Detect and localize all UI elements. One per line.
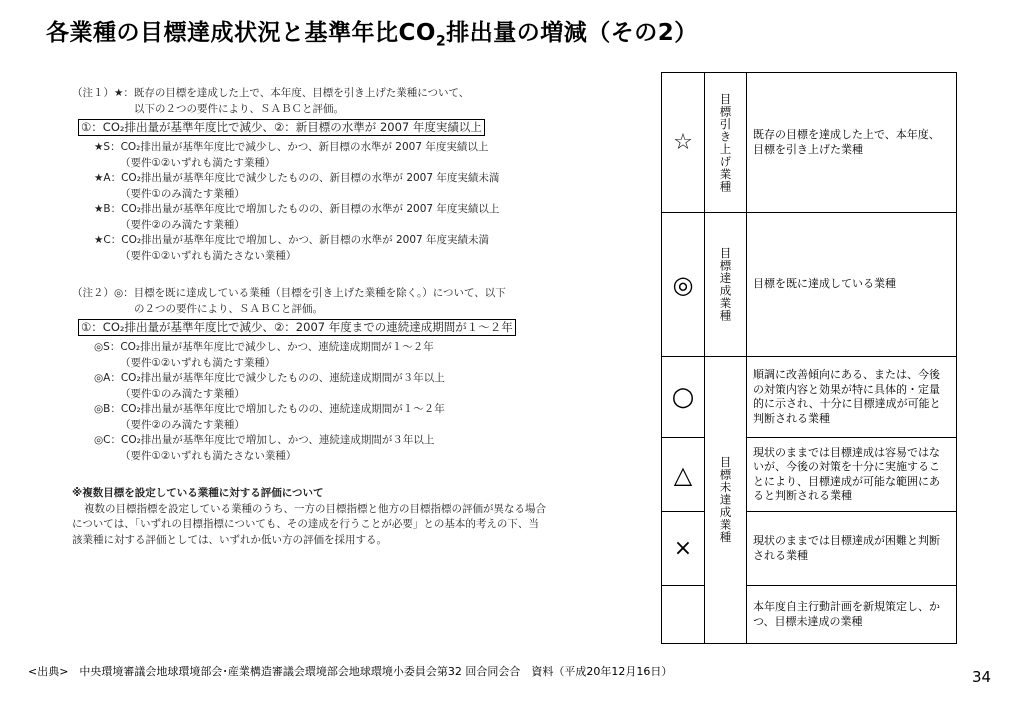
- page-number: 34: [972, 668, 992, 686]
- note2-item-s-req: （要件①②いずれも満たす業種）: [120, 356, 276, 369]
- desc-possible: 現状のままでは目標達成は容易ではないが、今後の対策を十分に実施することにより、目標達成が可能な範囲にあると判断される業種: [747, 438, 956, 512]
- multi-target-line2: については、「いずれの目標指標についても、その達成を行うことが必要」との基本的考えの下、当: [72, 518, 539, 530]
- note1-item-a-req: （要件①のみ満たす業種）: [120, 187, 245, 200]
- note1-item-a: ★A：CO₂排出量が基準年度比で減少したものの、新目標の水準が 2007 年度実績未満: [94, 172, 500, 184]
- desc-new-plan: 本年度自主行動計画を新規策定し、かつ、目標未達成の業種: [753, 600, 940, 628]
- desc-achieved: 目標を既に達成している業種: [747, 213, 956, 357]
- note2-item-b-req: （要件②のみ満たす業種）: [120, 418, 245, 431]
- note1-intro: （注１）★：既存の目標を達成した上で、本年度、目標を引き上げた業種について、: [72, 87, 470, 99]
- note2-requirements-box: ①：CO₂排出量が基準年度比で減少、②：2007 年度までの連続達成期間が１～２年: [78, 319, 516, 336]
- multi-target-line3: 該業種に対する評価としては、いずれか低い方の評価を採用する。: [72, 533, 387, 546]
- note2-intro-cont: の２つの要件により、ＳＡＢＣと評価。: [134, 302, 323, 315]
- cross-icon: ×: [662, 512, 704, 586]
- note2-item-c-req: （要件①②いずれも満たさない業種）: [120, 449, 297, 462]
- note1-requirements-box: ①：CO₂排出量が基準年度比で減少、②：新目標の水準が 2007 年度実績以上: [78, 119, 485, 136]
- note1-item-c-req: （要件①②いずれも満たさない業種）: [120, 249, 297, 262]
- category-raised-target: 目標引き上げ業種: [704, 73, 747, 213]
- note2-item-s: ◎S：CO₂排出量が基準年度比で減少し、かつ、連続達成期間が１～２年: [94, 341, 434, 353]
- category-not-achieved: 目標未達成業種: [704, 357, 747, 643]
- page-title: 各業種の目標達成状況と基準年比$CO_2$排出量の増減（その2）: [46, 20, 698, 50]
- note1-item-s: ★S：CO₂排出量が基準年度比で減少し、かつ、新目標の水準が 2007 年度実績以上: [94, 141, 489, 153]
- note2-item-b: ◎B：CO₂排出量が基準年度比で増加したものの、連続達成期間が１～２年: [94, 403, 445, 415]
- note2-intro: （注２）◎：目標を既に達成している業種（目標を引き上げた業種を除く。）について、以下: [72, 287, 506, 299]
- blank-symbol-cell: [662, 586, 704, 643]
- desc-on-track: 順調に改善傾向にある、または、今後の対策内容と効果が特に具体的・定量的に示され、十分に目標達成が可能と判断される業種: [747, 357, 956, 438]
- circle-icon: ○: [662, 357, 704, 438]
- legend-table: [661, 72, 957, 644]
- note2-item-a-req: （要件①のみ満たす業種）: [120, 387, 245, 400]
- note1-item-s-req: （要件①②いずれも満たす業種）: [120, 156, 276, 169]
- double-circle-icon: ◎: [662, 213, 704, 357]
- star-outline-icon: ☆: [662, 73, 704, 213]
- notes-panel: [72, 86, 592, 548]
- multi-target-line1: 複数の目標指標を設定している業種のうち、一方の目標指標と他方の目標指標の評価が異なる場合: [84, 502, 546, 515]
- desc-raised-target: 既存の目標を達成した上で、本年度、目標を引き上げた業種: [747, 73, 956, 213]
- note1-item-b-req: （要件②のみ満たす業種）: [120, 218, 245, 231]
- note1-intro-cont: 以下の２つの要件により、ＳＡＢＣと評価。: [134, 102, 344, 115]
- note2-item-c: ◎C：CO₂排出量が基準年度比で増加し、かつ、連続達成期間が３年以上: [94, 434, 435, 446]
- category-achieved: 目標達成業種: [704, 213, 747, 357]
- note1-item-c: ★C：CO₂排出量が基準年度比で増加し、かつ、新目標の水準が 2007 年度実績未満: [94, 234, 490, 246]
- source-citation: <出典> 中央環境審議会地球環境部会･産業構造審議会環境部会地球環境小委員会第32 回合同会合 資料（平成20年12月16日）: [28, 665, 673, 678]
- multi-target-heading: ※複数目標を設定している業種に対する評価について: [72, 487, 324, 499]
- note2-item-a: ◎A：CO₂排出量が基準年度比で減少したものの、連続達成期間が３年以上: [94, 372, 445, 384]
- note1-item-b: ★B：CO₂排出量が基準年度比で増加したものの、新目標の水準が 2007 年度実績以上: [94, 203, 500, 215]
- desc-difficult: 現状のままでは目標達成が困難と判断される業種: [747, 512, 956, 586]
- triangle-icon: △: [662, 438, 704, 512]
